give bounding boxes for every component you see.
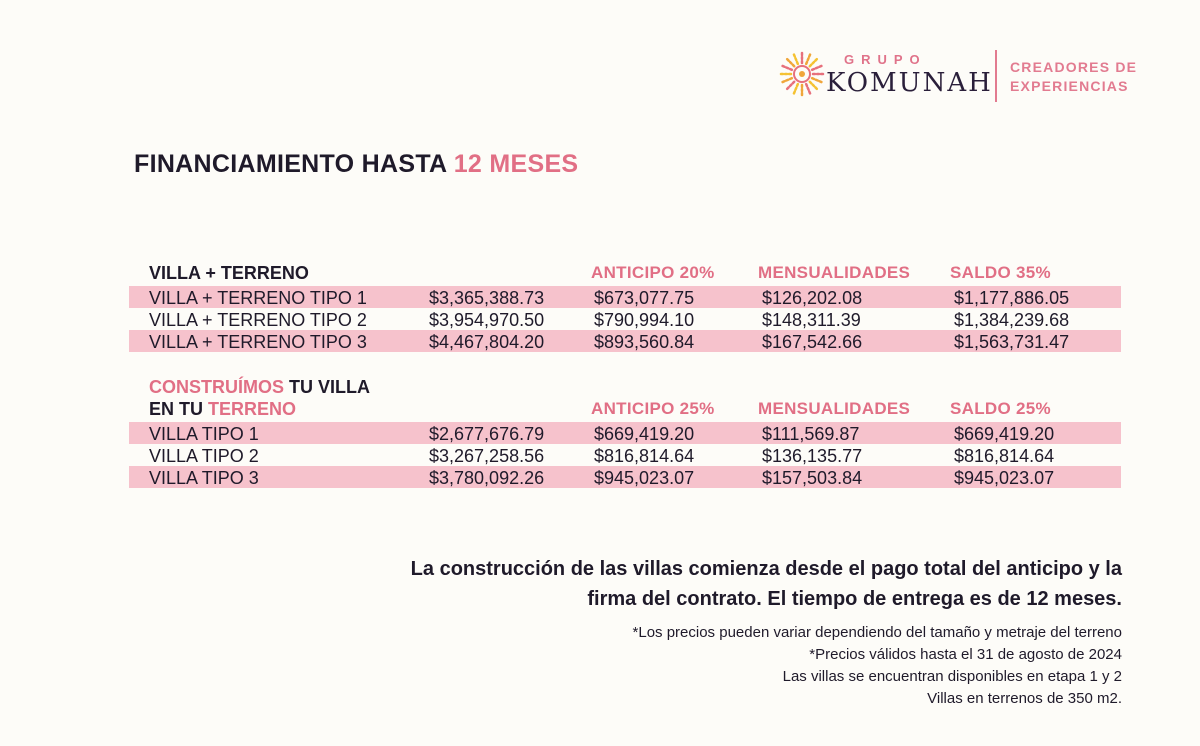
section1-title: VILLA + TERRENO (149, 263, 309, 283)
sun-ray (812, 78, 822, 82)
row-name: VILLA TIPO 3 (149, 468, 259, 488)
row-price: $3,365,388.73 (429, 288, 545, 308)
table-row (129, 444, 1121, 466)
sun-ray (810, 82, 818, 90)
row-mensualidad: $111,569.87 (762, 424, 860, 444)
footnote: Villas en terrenos de 350 m2. (927, 690, 1122, 707)
row-name: VILLA TIPO 2 (149, 446, 259, 466)
section1-header-mensualidades: MENSUALIDADES (758, 263, 911, 282)
row-price: $2,677,676.79 (429, 424, 545, 444)
logo-brand-name: KOMUNAH (826, 68, 993, 98)
sun-ray (786, 58, 794, 66)
row-saldo: $1,563,731.47 (954, 332, 1070, 352)
construction-note-line-1: La construcción de las villas comienza desde el pago total del anticipo y la (410, 558, 1122, 580)
title-highlight: 12 MESES (453, 150, 579, 178)
row-price: $3,267,258.56 (429, 446, 545, 466)
section2-title-accent: CONSTRUÍMOS (149, 377, 284, 397)
section2-title-rest-2: EN TU (149, 399, 209, 419)
footnotes (422, 622, 1122, 710)
brand-logo (778, 48, 1158, 106)
sun-logo-icon (778, 50, 826, 98)
logo-grupo-text: GRUPO (844, 52, 927, 67)
row-saldo: $945,023.07 (954, 468, 1055, 488)
sun-ray (794, 54, 798, 64)
section2-title-rest: TU VILLA (284, 377, 370, 397)
row-mensualidad: $126,202.08 (762, 288, 863, 308)
tagline-line-2: EXPERIENCIAS (1010, 78, 1129, 94)
sun-ray (806, 84, 810, 94)
sun-ray (794, 84, 798, 94)
sun-ray (782, 78, 792, 82)
table-row (129, 286, 1121, 308)
sun-ray (806, 54, 810, 64)
row-price: $3,780,092.26 (429, 468, 545, 488)
tagline-line-1: CREADORES DE (1010, 59, 1138, 75)
sun-ray (812, 66, 822, 70)
section1-header-anticipo: ANTICIPO 20% (591, 263, 715, 282)
table-row (129, 466, 1121, 488)
row-price: $4,467,804.20 (429, 332, 545, 352)
row-saldo: $1,384,239.68 (954, 310, 1070, 330)
row-anticipo: $790,994.10 (594, 310, 695, 330)
row-mensualidad: $136,135.77 (762, 446, 863, 466)
footnote: *Los precios pueden variar dependiendo del tamaño y metraje del terreno (632, 624, 1122, 641)
logo-divider (995, 50, 997, 102)
row-mensualidad: $157,503.84 (762, 468, 863, 488)
row-name: VILLA + TERRENO TIPO 1 (149, 288, 367, 308)
row-mensualidad: $148,311.39 (762, 310, 861, 330)
row-name: VILLA + TERRENO TIPO 3 (149, 332, 367, 352)
logo-tagline (1010, 58, 1137, 96)
row-anticipo: $816,814.64 (594, 446, 695, 466)
row-saldo: $1,177,886.05 (954, 288, 1070, 308)
row-saldo: $669,419.20 (954, 424, 1055, 444)
section2-table (129, 422, 1121, 488)
row-name: VILLA TIPO 1 (149, 424, 259, 444)
page-title (134, 150, 578, 179)
table-row (129, 308, 1121, 330)
row-mensualidad: $167,542.66 (762, 332, 863, 352)
footnote: *Precios válidos hasta el 31 de agosto de 2024 (809, 646, 1122, 663)
table-row (129, 422, 1121, 444)
section2-header-anticipo: ANTICIPO 25% (591, 399, 715, 418)
section2-header-mensualidades: MENSUALIDADES (758, 399, 911, 418)
row-anticipo: $673,077.75 (594, 288, 695, 308)
row-anticipo: $893,560.84 (594, 332, 695, 352)
title-prefix: FINANCIAMIENTO HASTA (134, 150, 454, 178)
section2-title-line-2 (149, 399, 296, 420)
section2-title-accent-2: TERRENO (208, 399, 297, 419)
row-anticipo: $945,023.07 (594, 468, 695, 488)
construction-note (302, 554, 1122, 614)
section2-header-saldo: SALDO 25% (950, 399, 1051, 418)
section1-table (129, 286, 1121, 352)
sun-ray (810, 58, 818, 66)
sun-ray (786, 82, 794, 90)
sun-ray (782, 66, 792, 70)
row-price: $3,954,970.50 (429, 310, 545, 330)
row-name: VILLA + TERRENO TIPO 2 (149, 310, 367, 330)
table-row (129, 330, 1121, 352)
row-anticipo: $669,419.20 (594, 424, 695, 444)
construction-note-line-2: firma del contrato. El tiempo de entrega es de 12 meses. (587, 588, 1122, 610)
section2-title-line-1 (149, 377, 370, 398)
row-saldo: $816,814.64 (954, 446, 1055, 466)
section1-header-saldo: SALDO 35% (950, 263, 1051, 282)
footnote: Las villas se encuentran disponibles en etapa 1 y 2 (782, 668, 1122, 685)
